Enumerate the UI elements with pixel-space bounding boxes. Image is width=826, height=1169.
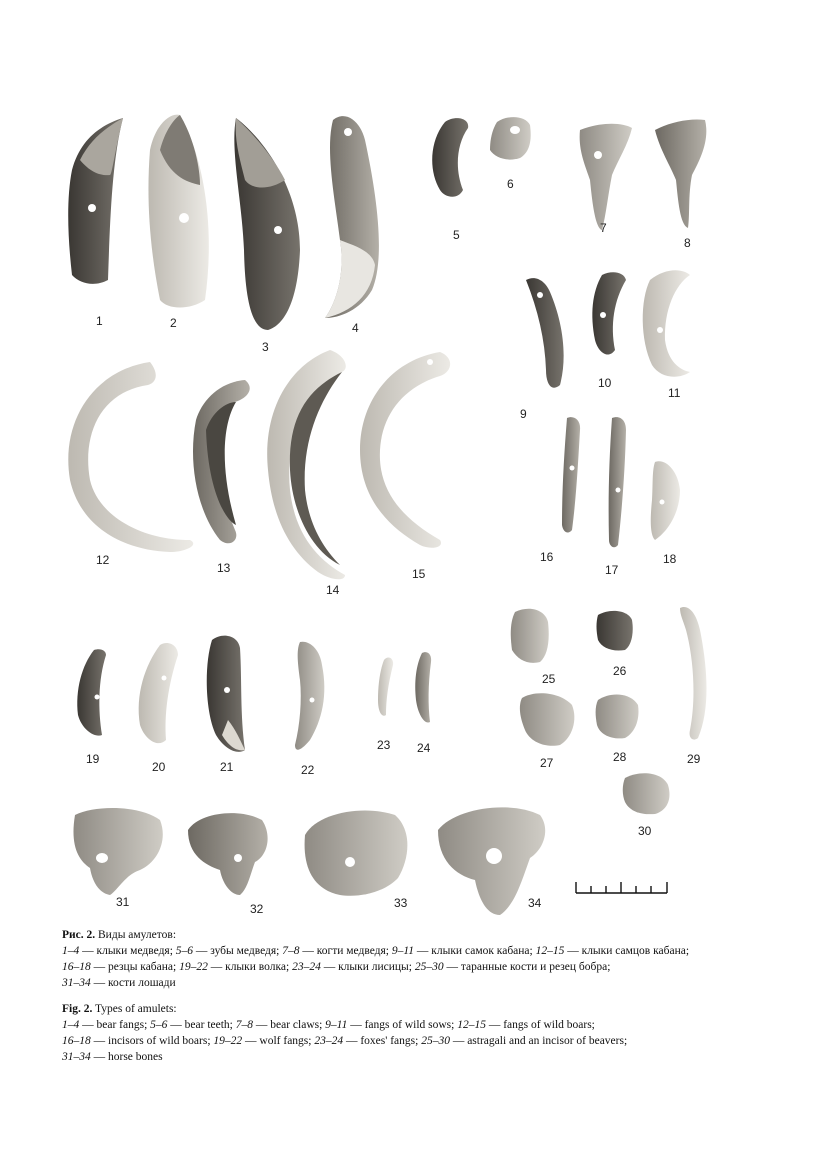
- amulet-30-beaver-astragalus: [623, 773, 670, 814]
- label-15: 15: [412, 567, 426, 581]
- label-22: 22: [301, 763, 315, 777]
- label-32: 32: [250, 902, 264, 916]
- amulet-33-horse-bone: [305, 811, 408, 896]
- caption-en-line-3: 31–34 — horse bones: [62, 1051, 163, 1063]
- amulet-7-bear-claw: [580, 124, 632, 230]
- label-3: 3: [262, 340, 269, 354]
- label-13: 13: [217, 561, 231, 575]
- amulet-29-beaver-incisor: [680, 607, 707, 740]
- amulet-5-bear-tooth: [432, 118, 468, 197]
- amulet-28-beaver-astragalus: [596, 695, 639, 739]
- amulet-6-bear-tooth: [490, 117, 531, 159]
- label-19: 19: [86, 752, 100, 766]
- amulet-22-wolf-fang: [295, 642, 324, 750]
- label-25: 25: [542, 672, 556, 686]
- caption-en-lead: Fig. 2. Types of amulets:: [62, 1003, 177, 1015]
- label-9: 9: [520, 407, 527, 421]
- label-14: 14: [326, 583, 340, 597]
- caption-en-line-1: 1–4 — bear fangs; 5–6 — bear teeth; 7–8 — bear claws; 9–11 — fangs of wild sows; 12–15 — fangs of wild boars;: [62, 1019, 595, 1031]
- label-29: 29: [687, 752, 701, 766]
- label-2: 2: [170, 316, 177, 330]
- label-21: 21: [220, 760, 234, 774]
- amulet-24-fox-fang: [415, 652, 431, 722]
- amulet-10-wild-sow-fang: [592, 272, 626, 354]
- label-10: 10: [598, 376, 612, 390]
- label-1: 1: [96, 314, 103, 328]
- label-8: 8: [684, 236, 691, 250]
- amulet-8-bear-claw: [655, 119, 706, 228]
- label-5: 5: [453, 228, 460, 242]
- amulet-32-horse-bone: [188, 813, 268, 895]
- amulet-12-wild-boar-fang: [68, 362, 193, 552]
- amulet-15-wild-boar-fang: [360, 352, 450, 548]
- caption-russian: [62, 927, 782, 991]
- scale-bar: [576, 882, 667, 893]
- label-27: 27: [540, 756, 554, 770]
- amulet-16-wild-boar-incisor: [562, 417, 580, 532]
- amulet-9-wild-sow-fang: [526, 278, 564, 388]
- amulet-17-wild-boar-incisor: [609, 417, 626, 547]
- amulet-25-beaver-astragalus: [511, 609, 549, 663]
- label-33: 33: [394, 896, 408, 910]
- label-17: 17: [605, 563, 619, 577]
- label-16: 16: [540, 550, 554, 564]
- amulet-23-fox-fang: [378, 658, 393, 716]
- amulet-27-beaver-astragalus: [520, 693, 574, 746]
- label-23: 23: [377, 738, 391, 752]
- label-30: 30: [638, 824, 652, 838]
- amulet-20-wolf-fang: [139, 643, 178, 743]
- caption-ru-line-1: 1–4 — клыки медведя; 5–6 — зубы медведя; 7–8 — когти медведя; 9–11 — клыки самок кабана; 12–15 — клыки самцов кабана;: [62, 945, 690, 957]
- amulet-19-wolf-fang: [77, 649, 106, 735]
- label-11: 11: [668, 386, 681, 400]
- label-7: 7: [600, 221, 607, 235]
- label-12: 12: [96, 553, 110, 567]
- amulet-31-horse-bone: [73, 808, 162, 895]
- label-31: 31: [116, 895, 130, 909]
- caption-ru-lead: Рис. 2. Виды амулетов:: [62, 929, 177, 941]
- label-4: 4: [352, 321, 359, 335]
- amulet-26-beaver-astragalus: [597, 611, 633, 651]
- label-18: 18: [663, 552, 677, 566]
- label-24: 24: [417, 741, 431, 755]
- amulet-11-wild-sow-fang: [643, 270, 690, 376]
- caption-ru-line-2: 16–18 — резцы кабана; 19–22 — клыки волка; 23–24 — клыки лисицы; 25–30 — таранные кости и резец бобра;: [62, 961, 611, 973]
- label-20: 20: [152, 760, 166, 774]
- caption-english: [62, 1001, 782, 1065]
- amulet-14-wild-boar-fang: [267, 350, 346, 579]
- amulet-18-wild-boar-incisor: [651, 461, 680, 540]
- caption-ru-line-3: 31–34 — кости лошади: [62, 977, 176, 989]
- label-28: 28: [613, 750, 627, 764]
- label-26: 26: [613, 664, 627, 678]
- caption-en-line-2: 16–18 — incisors of wild boars; 19–22 — wolf fangs; 23–24 — foxes' fangs; 25–30 — astragali and an incisor of beavers;: [62, 1035, 628, 1047]
- label-34: 34: [528, 896, 542, 910]
- label-6: 6: [507, 177, 514, 191]
